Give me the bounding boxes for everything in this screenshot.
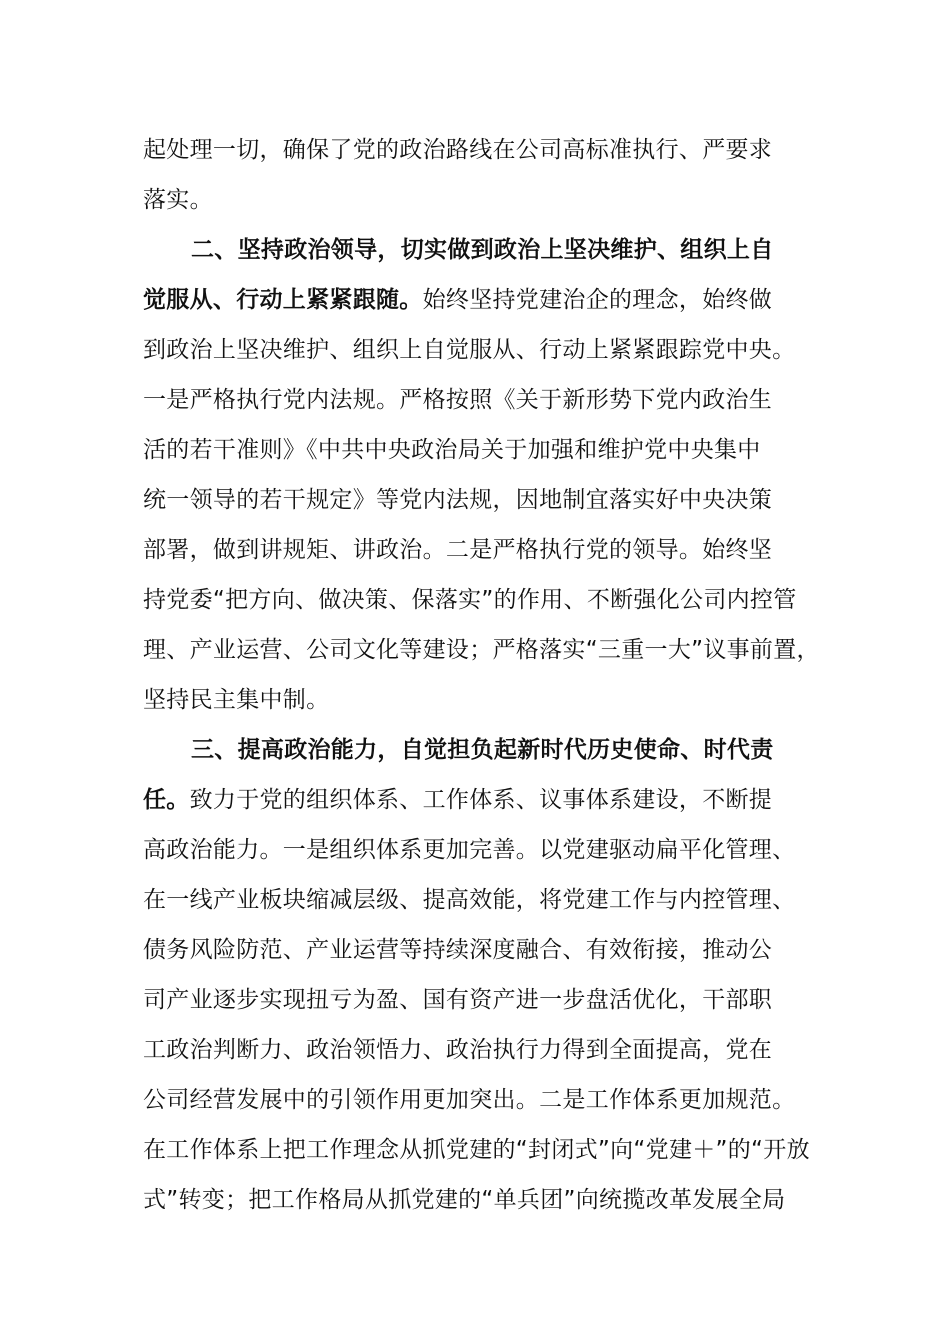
line-text: 始终坚持党建治企的理念，始终做 — [422, 287, 773, 313]
section-heading-2 — [191, 232, 774, 268]
line-text: 一是严格执行党内法规。严格按照《关于新形势下党内政治生 — [143, 387, 773, 413]
text-line-20 — [143, 1082, 795, 1118]
line-text: 持党委“把方向、做决策、保落实”的作用、不断强化公司内控管 — [143, 587, 797, 613]
line-text: 到政治上坚决维护、组织上自觉服从、行动上紧紧跟踪党中央。 — [143, 337, 796, 363]
line-text: 债务风险防范、产业运营等持续深度融合、有效衔接，推动公 — [143, 937, 773, 963]
text-line-4 — [143, 282, 772, 318]
line-text: 致力于党的组织体系、工作体系、议事体系建设，不断提 — [189, 787, 773, 813]
line-text: 式”转变；把工作格局从抓党建的“单兵团”向统揽改革发展全局 — [143, 1187, 786, 1213]
bold-lead: 二、坚持政治领导，切实做到政治上坚决维护、组织上自 — [191, 237, 774, 263]
line-text: 坚持民主集中制。 — [143, 687, 330, 713]
line-text: 理、产业运营、公司文化等建设；严格落实“三重一大”议事前置， — [143, 637, 820, 663]
line-text: 高政治能力。一是组织体系更加完善。以党建驱动扁平化管理、 — [143, 837, 796, 863]
line-text: 司产业逐步实现扭亏为盈、国有资产进一步盘活优化，干部职 — [143, 987, 773, 1013]
text-line-14 — [143, 782, 772, 818]
line-text: 统一领导的若干规定》等党内法规，因地制宜落实好中央决策 — [143, 487, 773, 513]
text-line-12 — [143, 682, 329, 718]
section-heading-3 — [191, 732, 774, 768]
line-text: 落实。 — [143, 187, 213, 213]
text-line-5 — [143, 332, 795, 368]
bold-lead: 任。 — [143, 787, 190, 813]
text-line-21 — [143, 1132, 810, 1168]
text-line-22 — [143, 1182, 785, 1218]
bold-lead: 觉服从、行动上紧紧跟随。 — [143, 287, 423, 313]
text-line-8 — [143, 482, 772, 518]
text-line-6 — [143, 382, 772, 418]
line-text: 部署，做到讲规矩、讲政治。二是严格执行党的领导。始终坚 — [143, 537, 773, 563]
text-line-10 — [143, 582, 797, 618]
line-text: 活的若干准则》《中共中央政治局关于加强和维护党中央集中 — [143, 437, 761, 463]
text-line-2 — [143, 182, 213, 218]
line-text: 公司经营发展中的引领作用更加突出。二是工作体系更加规范。 — [143, 1087, 796, 1113]
line-text: 工政治判断力、政治领悟力、政治执行力得到全面提高，党在 — [143, 1037, 773, 1063]
line-text: 起处理一切，确保了党的政治路线在公司高标准执行、严要求 — [143, 137, 773, 163]
text-line-9 — [143, 532, 772, 568]
text-line-1 — [143, 132, 772, 168]
line-text: 在一线产业板块缩减层级、提高效能，将党建工作与内控管理、 — [143, 887, 796, 913]
line-text: 在工作体系上把工作理念从抓党建的“封闭式”向“党建＋”的“开放 — [143, 1137, 810, 1163]
text-line-7 — [143, 432, 761, 468]
text-line-15 — [143, 832, 795, 868]
text-line-17 — [143, 932, 772, 968]
text-line-18 — [143, 982, 772, 1018]
text-line-11 — [143, 632, 820, 668]
text-line-19 — [143, 1032, 772, 1068]
bold-lead: 三、提高政治能力，自觉担负起新时代历史使命、时代责 — [191, 737, 774, 763]
text-line-16 — [143, 882, 795, 918]
